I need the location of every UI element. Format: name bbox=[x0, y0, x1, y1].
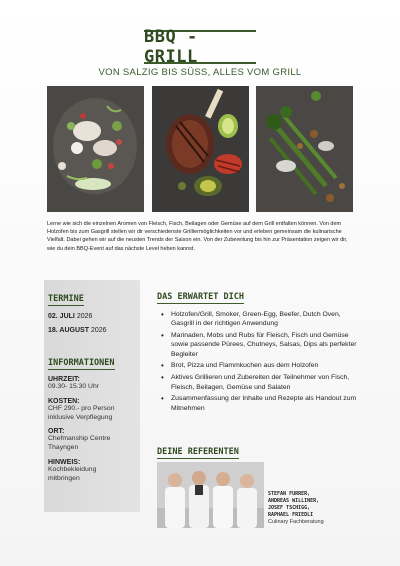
title-box bbox=[144, 27, 256, 67]
page-subtitle: VON SALZIG BIS SÜSS, ALLES VOM GRILL bbox=[98, 67, 302, 78]
hinweis-label: HINWEIS: bbox=[48, 458, 81, 466]
ort-label: ORT: bbox=[48, 428, 65, 436]
referent-name: ANDREAS WILLINER, bbox=[268, 498, 320, 504]
food-photo-1 bbox=[47, 86, 144, 212]
uhrzeit-label: UHRZEIT: bbox=[48, 376, 80, 383]
erwartet-list bbox=[157, 310, 357, 413]
list-item: • Marinaden, Mobs und Rubs für Fleisch, Fisch und Gemüse sowie passende Pürees, Chutneys, Salsas, Dips als perfekter Begleiter bbox=[157, 331, 357, 359]
intro-text: Lerne wie sich die einzelnen Aromen von Fleisch, Fisch, Beilagen oder Gemüse auf dem Grill entfalten können. Von dem Holzofen bis zum Gasgrill stellen wir dir verschiedenste Grilliermöglichkeiten vor und erleben gemeinsam die kulinarische Vielfalt. Dabei gehen wir auf die neusten Trends der Saison ein. Von der Zubereitung bis hin zur Präsentation zeigen wir dir, wie du dein BBQ-Event auf das nächste Level heben kannst. bbox=[47, 221, 348, 252]
page-title: BBQ - GRILL bbox=[144, 27, 198, 67]
referent-name: STEFAN FURRER, bbox=[268, 491, 311, 497]
kosten-value-2: inklusive Verpflegung bbox=[48, 413, 113, 421]
informationen-heading: INFORMATIONEN bbox=[48, 358, 115, 368]
erwartet-section bbox=[157, 284, 357, 415]
erwartet-heading: DAS ERWARTET DICH bbox=[157, 292, 244, 302]
date-2-year: 2026 bbox=[90, 327, 107, 334]
ort-value-1: Chefmanship Centre bbox=[48, 435, 111, 443]
date-2 bbox=[48, 327, 136, 334]
kosten-value-1: CHF 290.- pro Person bbox=[48, 404, 115, 412]
referent-name: RAPHAEL FRIEDLI bbox=[268, 512, 314, 518]
referent-role: Culinary Fachberatung bbox=[268, 519, 324, 525]
hinweis-value-2: mitbringen bbox=[48, 474, 80, 482]
info-panel bbox=[44, 280, 140, 512]
list-item: • Holzofen/Grill, Smoker, Green-Egg, Beefer, Dutch Oven, Gasgrill in der richtigen Anwendung bbox=[157, 310, 357, 329]
ort-value-2: Thayngen bbox=[48, 444, 79, 452]
list-item: • Brot, Pizza und Flammkuchen aus dem Holzofen bbox=[157, 361, 357, 370]
termine-heading: TERMINE bbox=[48, 294, 84, 304]
uhrzeit-value: 09.30- 15.30 Uhr bbox=[48, 383, 100, 390]
referent-name: JOSEF TSCHIGG, bbox=[268, 505, 311, 511]
referenten-names bbox=[268, 491, 358, 526]
date-1-year: 2026 bbox=[76, 313, 93, 320]
list-item: • Aktives Grillieren und Zubereiten der Teilnehmer von Fisch, Fleisch, Beilagen, Gemüse und Salaten bbox=[157, 373, 357, 392]
team-photo bbox=[157, 462, 264, 528]
date-2-day: 18. AUGUST bbox=[48, 327, 89, 334]
hinweis-value-1: Kochbekleidung bbox=[48, 465, 97, 473]
list-item: • Zusammenfassung der Inhalte und Rezepte als Handout zum Mitnehmen bbox=[157, 394, 357, 413]
food-photo-3 bbox=[256, 86, 353, 212]
kosten-label: KOSTEN: bbox=[48, 397, 80, 405]
date-1-day: 02. JULI bbox=[48, 313, 75, 320]
food-photo-2 bbox=[152, 86, 249, 212]
referenten-heading: DEINE REFERENTEN bbox=[157, 447, 239, 457]
date-1 bbox=[48, 313, 136, 320]
